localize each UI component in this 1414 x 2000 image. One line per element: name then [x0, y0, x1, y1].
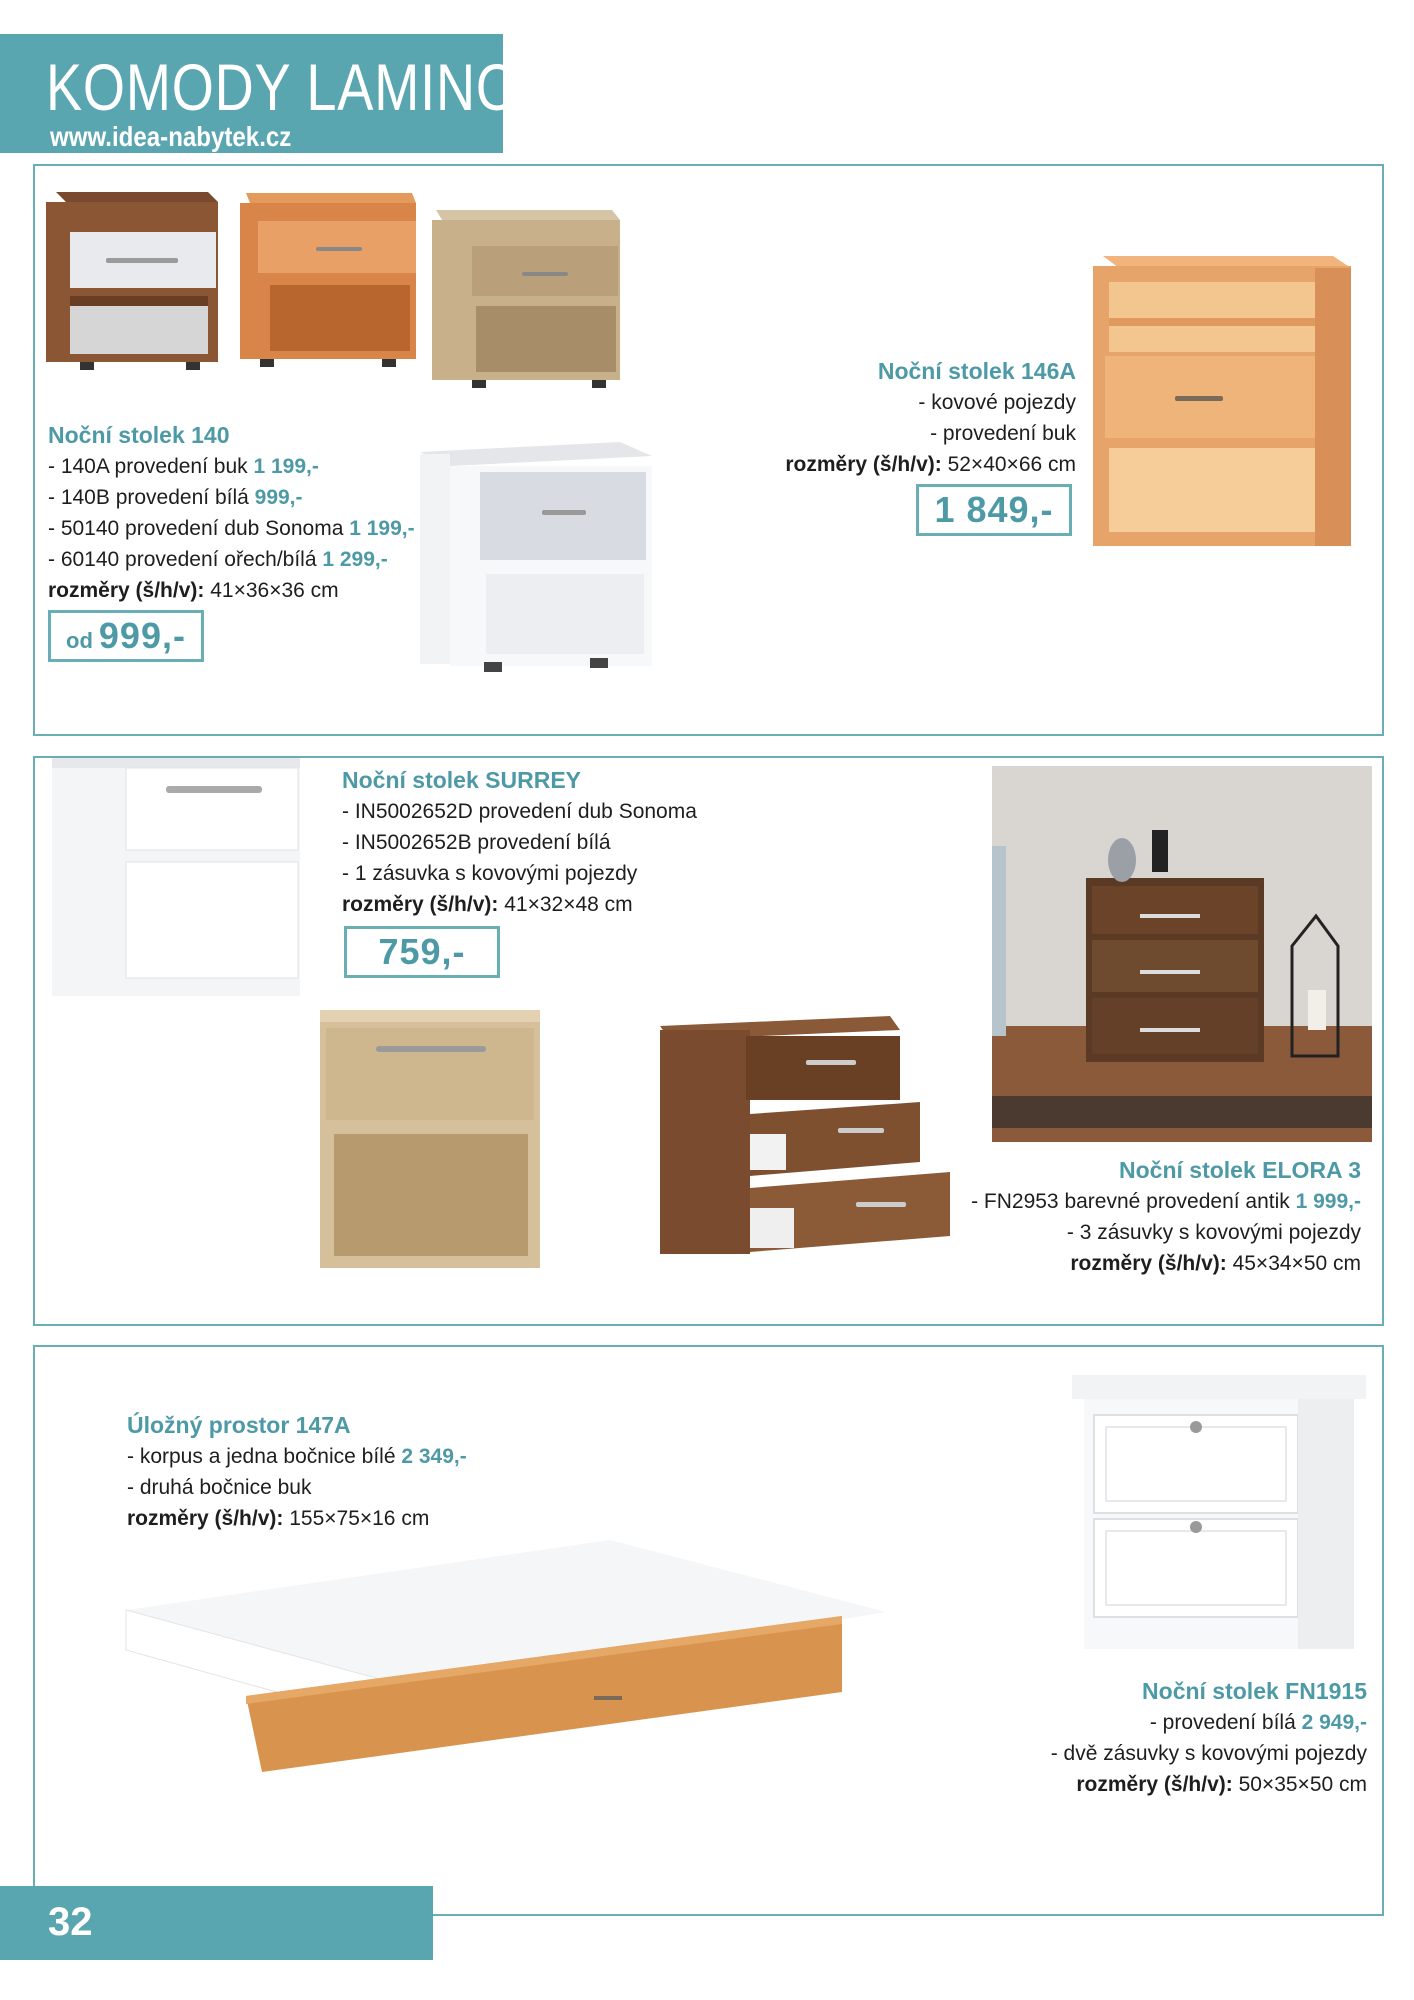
nightstand-surrey-sonoma-image — [320, 1010, 540, 1268]
product-146a-details — [785, 356, 1076, 480]
feature-line: - 1 zásuvka s kovovými pojezdy — [342, 862, 638, 885]
feature-line: - IN5002652D provedení dub Sonoma — [342, 800, 697, 823]
dimensions-line: rozměry (š/h/v): 41×36×36 cm — [48, 579, 339, 602]
variant-line: - provedení bílá 2 949,- — [1149, 1711, 1367, 1734]
footer-bar — [0, 1886, 433, 1960]
variant-price: 2 949,- — [1301, 1711, 1367, 1734]
chest-elora-drawers-open-image — [660, 1016, 952, 1266]
product-surrey-details — [342, 765, 697, 920]
variant-line: - korpus a jedna bočnice bílé 2 349,- — [127, 1445, 467, 1468]
nightstand-146a-image — [1093, 256, 1351, 550]
variant-price: 1 999,- — [1295, 1190, 1361, 1213]
product-elora-details — [971, 1155, 1361, 1279]
product-title: Noční stolek 140 — [48, 422, 230, 448]
header-banner — [0, 34, 519, 153]
product-140-details — [48, 420, 415, 606]
variant-price: 999,- — [254, 486, 303, 509]
website-url[interactable]: www.idea-nabytek.cz — [50, 121, 292, 152]
page-number: 32 — [48, 1900, 93, 1944]
nightstand-140-walnut-image — [46, 192, 218, 374]
feature-line: - druhá bočnice buk — [127, 1476, 312, 1499]
page-title: KOMODY LAMINO — [46, 50, 519, 124]
product-title: Noční stolek SURREY — [342, 767, 581, 793]
product-title: Noční stolek 146A — [877, 358, 1076, 384]
variant-price: 1 299,- — [322, 548, 388, 571]
price-value: 999,- — [98, 615, 186, 656]
product-147a-details — [127, 1410, 467, 1534]
variant-line: - FN2953 barevné provedení antik 1 999,- — [971, 1190, 1361, 1213]
product-fn1915-details — [1051, 1676, 1367, 1800]
feature-line: - provedení buk — [930, 422, 1076, 445]
variant-line: - 140A provedení buk 1 199,- — [48, 455, 319, 478]
nightstand-140-beech-image — [240, 193, 416, 367]
price-value: 1 849,- — [934, 489, 1054, 530]
price-box-surrey — [344, 926, 500, 978]
dimensions-line: rozměry (š/h/v): 52×40×66 cm — [785, 453, 1076, 476]
nightstand-surrey-white-image — [52, 752, 300, 996]
variant-line: - 140B provedení bílá 999,- — [48, 486, 303, 509]
product-title: Noční stolek FN1915 — [1142, 1678, 1367, 1704]
dimensions-line: rozměry (š/h/v): 41×32×48 cm — [342, 893, 633, 916]
feature-line: - kovové pojezdy — [918, 391, 1076, 414]
feature-line: - 3 zásuvky s kovovými pojezdy — [1066, 1221, 1361, 1244]
variant-line: - 60140 provedení ořech/bílá 1 299,- — [48, 548, 388, 571]
variant-price: 1 199,- — [253, 455, 319, 478]
variant-price: 2 349,- — [401, 1445, 467, 1468]
nightstand-140-white-image — [420, 442, 652, 674]
price-box-140 — [48, 610, 204, 662]
price-prefix: od — [66, 628, 93, 653]
price-box-146a — [916, 484, 1072, 536]
dimensions-line: rozměry (š/h/v): 50×35×50 cm — [1076, 1773, 1367, 1796]
nightstand-fn1915-image — [1072, 1375, 1366, 1649]
product-title: Noční stolek ELORA 3 — [1119, 1157, 1361, 1183]
storage-147a-image — [126, 1540, 842, 1790]
variant-price: 1 199,- — [349, 517, 415, 540]
product-title: Úložný prostor 147A — [127, 1412, 351, 1438]
dimensions-line: rozměry (š/h/v): 45×34×50 cm — [1070, 1252, 1361, 1275]
price-value: 759,- — [378, 931, 466, 972]
feature-line: - dvě zásuvky s kovovými pojezdy — [1050, 1742, 1367, 1765]
feature-line: - IN5002652B provedení bílá — [342, 831, 611, 854]
variant-line: - 50140 provedení dub Sonoma 1 199,- — [48, 517, 415, 540]
dimensions-line: rozměry (š/h/v): 155×75×16 cm — [127, 1507, 430, 1530]
nightstand-140-sonoma-image — [432, 210, 620, 388]
elora-room-photo — [992, 766, 1372, 1142]
